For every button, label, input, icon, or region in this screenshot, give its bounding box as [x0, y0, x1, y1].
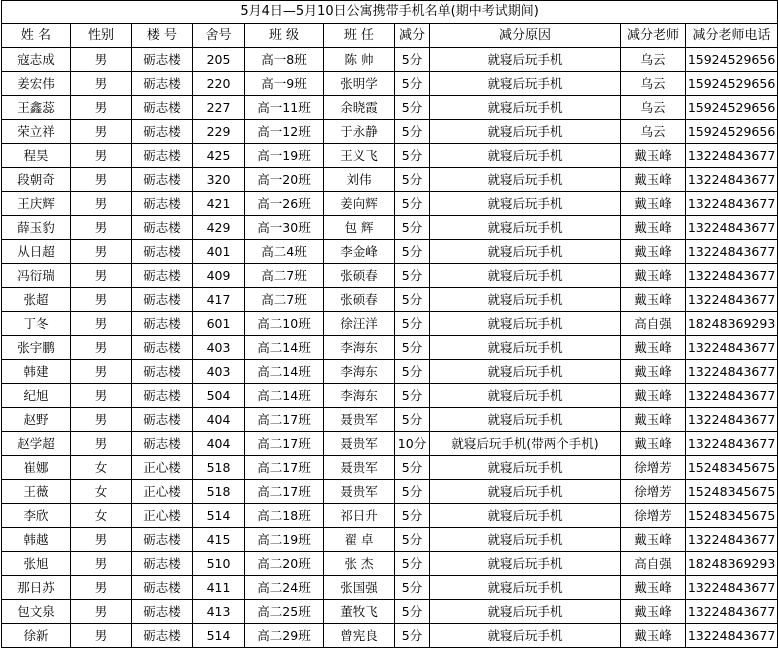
cell-room: 518	[193, 480, 245, 504]
table-row	[2, 120, 778, 144]
cell-teacher-phone: 13224843677	[686, 192, 778, 216]
cell-room: 413	[193, 600, 245, 624]
cell-gender: 男	[71, 528, 132, 552]
cell-teacher-phone: 13224843677	[686, 336, 778, 360]
cell-teacher-phone: 13224843677	[686, 408, 778, 432]
table-title: 5月4日—5月10日公寓携带手机名单(期中考试期间)	[2, 1, 778, 24]
cell-room: 415	[193, 528, 245, 552]
cell-head-teacher: 聂贵军	[324, 432, 395, 456]
cell-gender: 男	[71, 216, 132, 240]
cell-class: 高二7班	[245, 288, 324, 312]
cell-head-teacher: 包 辉	[324, 216, 395, 240]
cell-reason: 就寝后玩手机	[430, 192, 621, 216]
cell-teacher-phone: 13224843677	[686, 240, 778, 264]
cell-building: 正心楼	[132, 504, 193, 528]
cell-building: 正心楼	[132, 456, 193, 480]
cell-class: 高二4班	[245, 240, 324, 264]
table-row	[2, 432, 778, 456]
cell-reason: 就寝后玩手机	[430, 264, 621, 288]
cell-reason: 就寝后玩手机	[430, 96, 621, 120]
table-row	[2, 72, 778, 96]
header-teacher-phone: 减分老师电话	[686, 24, 778, 48]
cell-building: 砺志楼	[132, 120, 193, 144]
cell-deduction: 5分	[395, 288, 430, 312]
cell-class: 高一19班	[245, 144, 324, 168]
cell-teacher-phone: 13224843677	[686, 432, 778, 456]
cell-gender: 男	[71, 600, 132, 624]
cell-head-teacher: 聂贵军	[324, 456, 395, 480]
cell-teacher-phone: 15248345675	[686, 504, 778, 528]
cell-name: 赵野	[2, 408, 71, 432]
header-class: 班 级	[245, 24, 324, 48]
cell-head-teacher: 姜向辉	[324, 192, 395, 216]
cell-room: 205	[193, 48, 245, 72]
cell-class: 高二18班	[245, 504, 324, 528]
cell-building: 砺志楼	[132, 384, 193, 408]
cell-building: 砺志楼	[132, 168, 193, 192]
cell-gender: 男	[71, 240, 132, 264]
cell-reason: 就寝后玩手机	[430, 504, 621, 528]
cell-building: 砺志楼	[132, 552, 193, 576]
cell-deduction: 5分	[395, 336, 430, 360]
cell-gender: 男	[71, 192, 132, 216]
cell-name: 纪旭	[2, 384, 71, 408]
cell-reason: 就寝后玩手机	[430, 120, 621, 144]
cell-gender: 男	[71, 432, 132, 456]
cell-class: 高二17班	[245, 408, 324, 432]
cell-teacher-phone: 13224843677	[686, 360, 778, 384]
cell-building: 砺志楼	[132, 408, 193, 432]
header-name: 姓 名	[2, 24, 71, 48]
cell-deduction: 5分	[395, 264, 430, 288]
cell-reason: 就寝后玩手机	[430, 144, 621, 168]
cell-gender: 男	[71, 360, 132, 384]
cell-class: 高一26班	[245, 192, 324, 216]
cell-class: 高二10班	[245, 312, 324, 336]
table-row	[2, 408, 778, 432]
cell-class: 高一12班	[245, 120, 324, 144]
cell-head-teacher: 李金峰	[324, 240, 395, 264]
cell-deduction: 5分	[395, 96, 430, 120]
table-row	[2, 312, 778, 336]
cell-teacher-phone: 13224843677	[686, 624, 778, 648]
cell-class: 高一8班	[245, 48, 324, 72]
cell-deduction: 5分	[395, 600, 430, 624]
table-row	[2, 600, 778, 624]
cell-gender: 男	[71, 552, 132, 576]
cell-building: 砺志楼	[132, 216, 193, 240]
cell-head-teacher: 翟 卓	[324, 528, 395, 552]
cell-head-teacher: 董牧飞	[324, 600, 395, 624]
cell-head-teacher: 聂贵军	[324, 480, 395, 504]
cell-teacher-phone: 15924529656	[686, 120, 778, 144]
table-row	[2, 336, 778, 360]
cell-reason: 就寝后玩手机	[430, 48, 621, 72]
cell-building: 砺志楼	[132, 312, 193, 336]
cell-reason: 就寝后玩手机	[430, 336, 621, 360]
cell-reason: 就寝后玩手机	[430, 360, 621, 384]
cell-deduction: 5分	[395, 528, 430, 552]
cell-deduction: 5分	[395, 408, 430, 432]
cell-name: 崔娜	[2, 456, 71, 480]
cell-teacher: 戴玉峰	[621, 264, 686, 288]
cell-name: 冯衍瑞	[2, 264, 71, 288]
cell-teacher: 戴玉峰	[621, 528, 686, 552]
cell-name: 程昊	[2, 144, 71, 168]
cell-teacher-phone: 15924529656	[686, 72, 778, 96]
cell-teacher-phone: 13224843677	[686, 216, 778, 240]
cell-teacher-phone: 13224843677	[686, 528, 778, 552]
cell-building: 砺志楼	[132, 576, 193, 600]
cell-room: 421	[193, 192, 245, 216]
cell-teacher: 乌云	[621, 48, 686, 72]
cell-teacher: 戴玉峰	[621, 288, 686, 312]
cell-head-teacher: 张硕春	[324, 288, 395, 312]
cell-building: 砺志楼	[132, 264, 193, 288]
cell-room: 404	[193, 408, 245, 432]
cell-name: 张旭	[2, 552, 71, 576]
cell-reason: 就寝后玩手机	[430, 576, 621, 600]
cell-teacher-phone: 13224843677	[686, 264, 778, 288]
cell-class: 高一30班	[245, 216, 324, 240]
cell-teacher: 戴玉峰	[621, 240, 686, 264]
cell-building: 砺志楼	[132, 600, 193, 624]
cell-name: 那日苏	[2, 576, 71, 600]
cell-teacher: 戴玉峰	[621, 168, 686, 192]
cell-room: 320	[193, 168, 245, 192]
cell-teacher-phone: 15248345675	[686, 456, 778, 480]
cell-teacher: 徐增芳	[621, 504, 686, 528]
cell-gender: 男	[71, 336, 132, 360]
cell-teacher: 徐增芳	[621, 480, 686, 504]
table-row	[2, 576, 778, 600]
cell-head-teacher: 李海东	[324, 360, 395, 384]
cell-gender: 男	[71, 408, 132, 432]
cell-room: 227	[193, 96, 245, 120]
cell-class: 高二24班	[245, 576, 324, 600]
cell-teacher: 高自强	[621, 552, 686, 576]
table-row	[2, 216, 778, 240]
cell-teacher: 戴玉峰	[621, 384, 686, 408]
cell-gender: 男	[71, 120, 132, 144]
cell-reason: 就寝后玩手机	[430, 240, 621, 264]
cell-teacher: 徐增芳	[621, 456, 686, 480]
cell-teacher: 戴玉峰	[621, 624, 686, 648]
cell-name: 包文泉	[2, 600, 71, 624]
cell-gender: 男	[71, 48, 132, 72]
cell-deduction: 5分	[395, 552, 430, 576]
cell-deduction: 5分	[395, 216, 430, 240]
cell-building: 正心楼	[132, 480, 193, 504]
cell-teacher: 戴玉峰	[621, 216, 686, 240]
cell-class: 高二17班	[245, 456, 324, 480]
cell-head-teacher: 徐汪洋	[324, 312, 395, 336]
table-row	[2, 48, 778, 72]
cell-building: 砺志楼	[132, 48, 193, 72]
cell-class: 高二17班	[245, 432, 324, 456]
cell-name: 寇志成	[2, 48, 71, 72]
cell-teacher-phone: 18248369293	[686, 552, 778, 576]
cell-head-teacher: 聂贵军	[324, 408, 395, 432]
cell-name: 王鑫蕊	[2, 96, 71, 120]
cell-class: 高二19班	[245, 528, 324, 552]
table-row	[2, 480, 778, 504]
cell-head-teacher: 张国强	[324, 576, 395, 600]
cell-gender: 男	[71, 144, 132, 168]
cell-teacher: 乌云	[621, 96, 686, 120]
cell-teacher-phone: 18248369293	[686, 312, 778, 336]
cell-reason: 就寝后玩手机	[430, 312, 621, 336]
table-row	[2, 528, 778, 552]
cell-deduction: 5分	[395, 120, 430, 144]
cell-teacher: 高自强	[621, 312, 686, 336]
table-row	[2, 264, 778, 288]
cell-head-teacher: 张 杰	[324, 552, 395, 576]
cell-reason: 就寝后玩手机	[430, 72, 621, 96]
table-row	[2, 504, 778, 528]
cell-gender: 男	[71, 576, 132, 600]
cell-name: 张超	[2, 288, 71, 312]
cell-room: 409	[193, 264, 245, 288]
cell-reason: 就寝后玩手机	[430, 456, 621, 480]
cell-deduction: 5分	[395, 312, 430, 336]
table-row	[2, 96, 778, 120]
header-teacher: 减分老师	[621, 24, 686, 48]
cell-reason: 就寝后玩手机	[430, 480, 621, 504]
cell-building: 砺志楼	[132, 288, 193, 312]
cell-class: 高二17班	[245, 480, 324, 504]
cell-deduction: 5分	[395, 384, 430, 408]
cell-gender: 女	[71, 456, 132, 480]
table-row	[2, 144, 778, 168]
cell-building: 砺志楼	[132, 360, 193, 384]
cell-reason: 就寝后玩手机	[430, 216, 621, 240]
cell-gender: 男	[71, 312, 132, 336]
cell-teacher-phone: 13224843677	[686, 168, 778, 192]
cell-head-teacher: 李海东	[324, 336, 395, 360]
cell-name: 姜宏伟	[2, 72, 71, 96]
cell-reason: 就寝后玩手机	[430, 600, 621, 624]
cell-name: 王薇	[2, 480, 71, 504]
cell-room: 514	[193, 624, 245, 648]
cell-room: 518	[193, 456, 245, 480]
cell-class: 高二14班	[245, 336, 324, 360]
cell-teacher-phone: 13224843677	[686, 600, 778, 624]
title-row	[2, 1, 778, 24]
cell-class: 高二29班	[245, 624, 324, 648]
cell-class: 高二20班	[245, 552, 324, 576]
cell-class: 高一9班	[245, 72, 324, 96]
cell-building: 砺志楼	[132, 240, 193, 264]
cell-name: 李欣	[2, 504, 71, 528]
cell-teacher: 戴玉峰	[621, 144, 686, 168]
cell-deduction: 5分	[395, 48, 430, 72]
header-reason: 减分原因	[430, 24, 621, 48]
cell-teacher-phone: 13224843677	[686, 384, 778, 408]
cell-teacher: 乌云	[621, 120, 686, 144]
cell-room: 417	[193, 288, 245, 312]
cell-teacher-phone: 13224843677	[686, 288, 778, 312]
phone-list-table	[1, 0, 778, 648]
cell-deduction: 5分	[395, 72, 430, 96]
cell-room: 601	[193, 312, 245, 336]
cell-deduction: 5分	[395, 456, 430, 480]
cell-room: 220	[193, 72, 245, 96]
cell-reason: 就寝后玩手机	[430, 384, 621, 408]
cell-deduction: 5分	[395, 504, 430, 528]
cell-gender: 女	[71, 504, 132, 528]
cell-teacher-phone: 13224843677	[686, 576, 778, 600]
cell-gender: 男	[71, 72, 132, 96]
cell-teacher: 戴玉峰	[621, 600, 686, 624]
cell-reason: 就寝后玩手机(带两个手机)	[430, 432, 621, 456]
cell-deduction: 5分	[395, 240, 430, 264]
spreadsheet	[1, 0, 777, 648]
cell-name: 徐新	[2, 624, 71, 648]
cell-name: 段朝奇	[2, 168, 71, 192]
cell-teacher: 乌云	[621, 72, 686, 96]
cell-deduction: 5分	[395, 360, 430, 384]
cell-room: 404	[193, 432, 245, 456]
cell-class: 高二25班	[245, 600, 324, 624]
cell-name: 丁冬	[2, 312, 71, 336]
table-row	[2, 360, 778, 384]
cell-gender: 男	[71, 624, 132, 648]
cell-reason: 就寝后玩手机	[430, 408, 621, 432]
header-row	[2, 24, 778, 48]
cell-teacher-phone: 15924529656	[686, 48, 778, 72]
cell-building: 砺志楼	[132, 96, 193, 120]
cell-head-teacher: 王义飞	[324, 144, 395, 168]
cell-head-teacher: 张明学	[324, 72, 395, 96]
cell-name: 从日超	[2, 240, 71, 264]
cell-name: 荣立祥	[2, 120, 71, 144]
cell-teacher: 戴玉峰	[621, 360, 686, 384]
header-room: 舍号	[193, 24, 245, 48]
cell-deduction: 5分	[395, 144, 430, 168]
table-row	[2, 240, 778, 264]
cell-class: 高一11班	[245, 96, 324, 120]
cell-room: 504	[193, 384, 245, 408]
table-row	[2, 288, 778, 312]
cell-building: 砺志楼	[132, 624, 193, 648]
table-row	[2, 168, 778, 192]
cell-name: 薛玉豹	[2, 216, 71, 240]
cell-deduction: 10分	[395, 432, 430, 456]
cell-building: 砺志楼	[132, 72, 193, 96]
cell-gender: 男	[71, 384, 132, 408]
cell-deduction: 5分	[395, 192, 430, 216]
cell-building: 砺志楼	[132, 192, 193, 216]
cell-room: 403	[193, 360, 245, 384]
table-row	[2, 384, 778, 408]
cell-class: 高二14班	[245, 384, 324, 408]
cell-reason: 就寝后玩手机	[430, 168, 621, 192]
cell-teacher-phone: 15248345675	[686, 480, 778, 504]
cell-name: 赵学超	[2, 432, 71, 456]
cell-teacher: 戴玉峰	[621, 336, 686, 360]
cell-head-teacher: 祁日升	[324, 504, 395, 528]
cell-room: 510	[193, 552, 245, 576]
cell-teacher: 戴玉峰	[621, 192, 686, 216]
table-row	[2, 456, 778, 480]
cell-head-teacher: 刘伟	[324, 168, 395, 192]
cell-name: 韩越	[2, 528, 71, 552]
cell-gender: 男	[71, 288, 132, 312]
cell-reason: 就寝后玩手机	[430, 552, 621, 576]
header-gender: 性别	[71, 24, 132, 48]
cell-head-teacher: 李海东	[324, 384, 395, 408]
cell-deduction: 5分	[395, 576, 430, 600]
cell-name: 韩建	[2, 360, 71, 384]
cell-building: 砺志楼	[132, 144, 193, 168]
cell-room: 429	[193, 216, 245, 240]
cell-head-teacher: 于永静	[324, 120, 395, 144]
cell-gender: 男	[71, 96, 132, 120]
cell-building: 砺志楼	[132, 432, 193, 456]
cell-gender: 男	[71, 264, 132, 288]
cell-reason: 就寝后玩手机	[430, 624, 621, 648]
header-head-teacher: 班 任	[324, 24, 395, 48]
cell-room: 514	[193, 504, 245, 528]
cell-reason: 就寝后玩手机	[430, 528, 621, 552]
cell-building: 砺志楼	[132, 336, 193, 360]
cell-class: 高二14班	[245, 360, 324, 384]
table-row	[2, 624, 778, 648]
cell-teacher: 戴玉峰	[621, 408, 686, 432]
cell-class: 高一20班	[245, 168, 324, 192]
cell-deduction: 5分	[395, 168, 430, 192]
cell-deduction: 5分	[395, 480, 430, 504]
table-row	[2, 552, 778, 576]
cell-gender: 男	[71, 168, 132, 192]
cell-class: 高二7班	[245, 264, 324, 288]
cell-room: 411	[193, 576, 245, 600]
cell-teacher-phone: 13224843677	[686, 144, 778, 168]
table-body	[2, 1, 778, 648]
cell-head-teacher: 曾宪良	[324, 624, 395, 648]
cell-room: 425	[193, 144, 245, 168]
cell-room: 401	[193, 240, 245, 264]
header-deduction: 减分	[395, 24, 430, 48]
table-row	[2, 192, 778, 216]
cell-name: 王庆辉	[2, 192, 71, 216]
cell-room: 229	[193, 120, 245, 144]
cell-room: 403	[193, 336, 245, 360]
cell-head-teacher: 张硕春	[324, 264, 395, 288]
cell-teacher: 戴玉峰	[621, 432, 686, 456]
cell-gender: 女	[71, 480, 132, 504]
cell-teacher: 戴玉峰	[621, 576, 686, 600]
header-building: 楼 号	[132, 24, 193, 48]
cell-head-teacher: 陈 帅	[324, 48, 395, 72]
cell-teacher-phone: 15924529656	[686, 96, 778, 120]
cell-head-teacher: 余晓霞	[324, 96, 395, 120]
cell-name: 张宇鹏	[2, 336, 71, 360]
cell-reason: 就寝后玩手机	[430, 288, 621, 312]
cell-building: 砺志楼	[132, 528, 193, 552]
cell-deduction: 5分	[395, 624, 430, 648]
